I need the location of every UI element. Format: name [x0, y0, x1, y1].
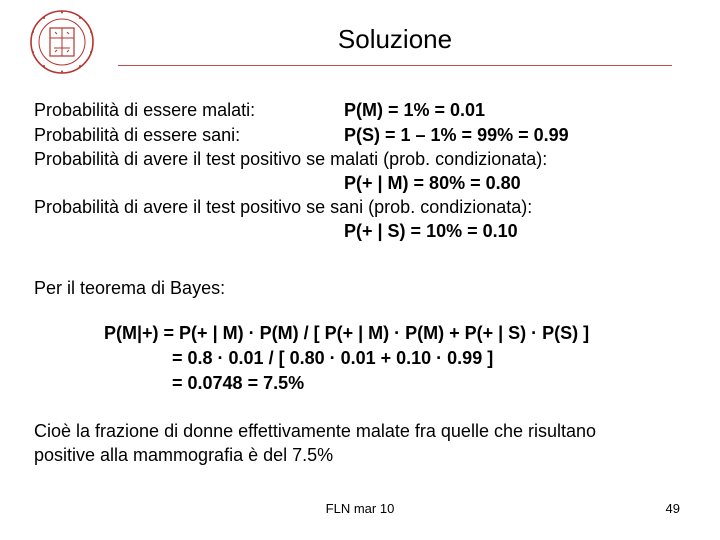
row-formula-positive-if-healthy: P(+ | S) = 10% = 0.10	[344, 221, 518, 241]
row-label-positive-if-ill: Probabilità di avere il test positivo se malati (prob. condizionata):	[34, 149, 548, 169]
university-seal-logo	[22, 8, 102, 76]
bayes-result: = 0.0748 = 7.5%	[172, 373, 305, 393]
row-formula-ill: P(M) = 1% = 0.01	[344, 100, 486, 120]
slide-title: Soluzione	[337, 24, 453, 54]
row-label-positive-if-healthy: Probabilità di avere il test positivo se sani (prob. condizionata):	[34, 197, 533, 217]
title-underline	[118, 65, 672, 66]
row-label-ill: Probabilità di essere malati:	[34, 100, 256, 120]
row-formula-healthy: P(S) = 1 – 1% = 99% = 0.99	[344, 125, 569, 145]
conclusion-line-1: Cioè la frazione di donne effettivamente malate fra quelle che risultano	[34, 421, 597, 441]
bayes-intro: Per il teorema di Bayes:	[34, 278, 226, 298]
bayes-substitution: = 0.8 · 0.01 / [ 0.80 · 0.01 + 0.10 · 0.99 ]	[172, 348, 494, 368]
bayes-formula: P(M|+) = P(+ | M) · P(M) / [ P(+ | M) · P(M) + P(+ | S) · P(S) ]	[104, 323, 590, 343]
conclusion-line-2: positive alla mammografia è del 7.5%	[34, 445, 334, 465]
row-label-healthy: Probabilità di essere sani:	[34, 125, 241, 145]
page-number: 49	[665, 501, 680, 516]
row-formula-positive-if-ill: P(+ | M) = 80% = 0.80	[344, 173, 521, 193]
footer-label: FLN mar 10	[325, 501, 395, 516]
